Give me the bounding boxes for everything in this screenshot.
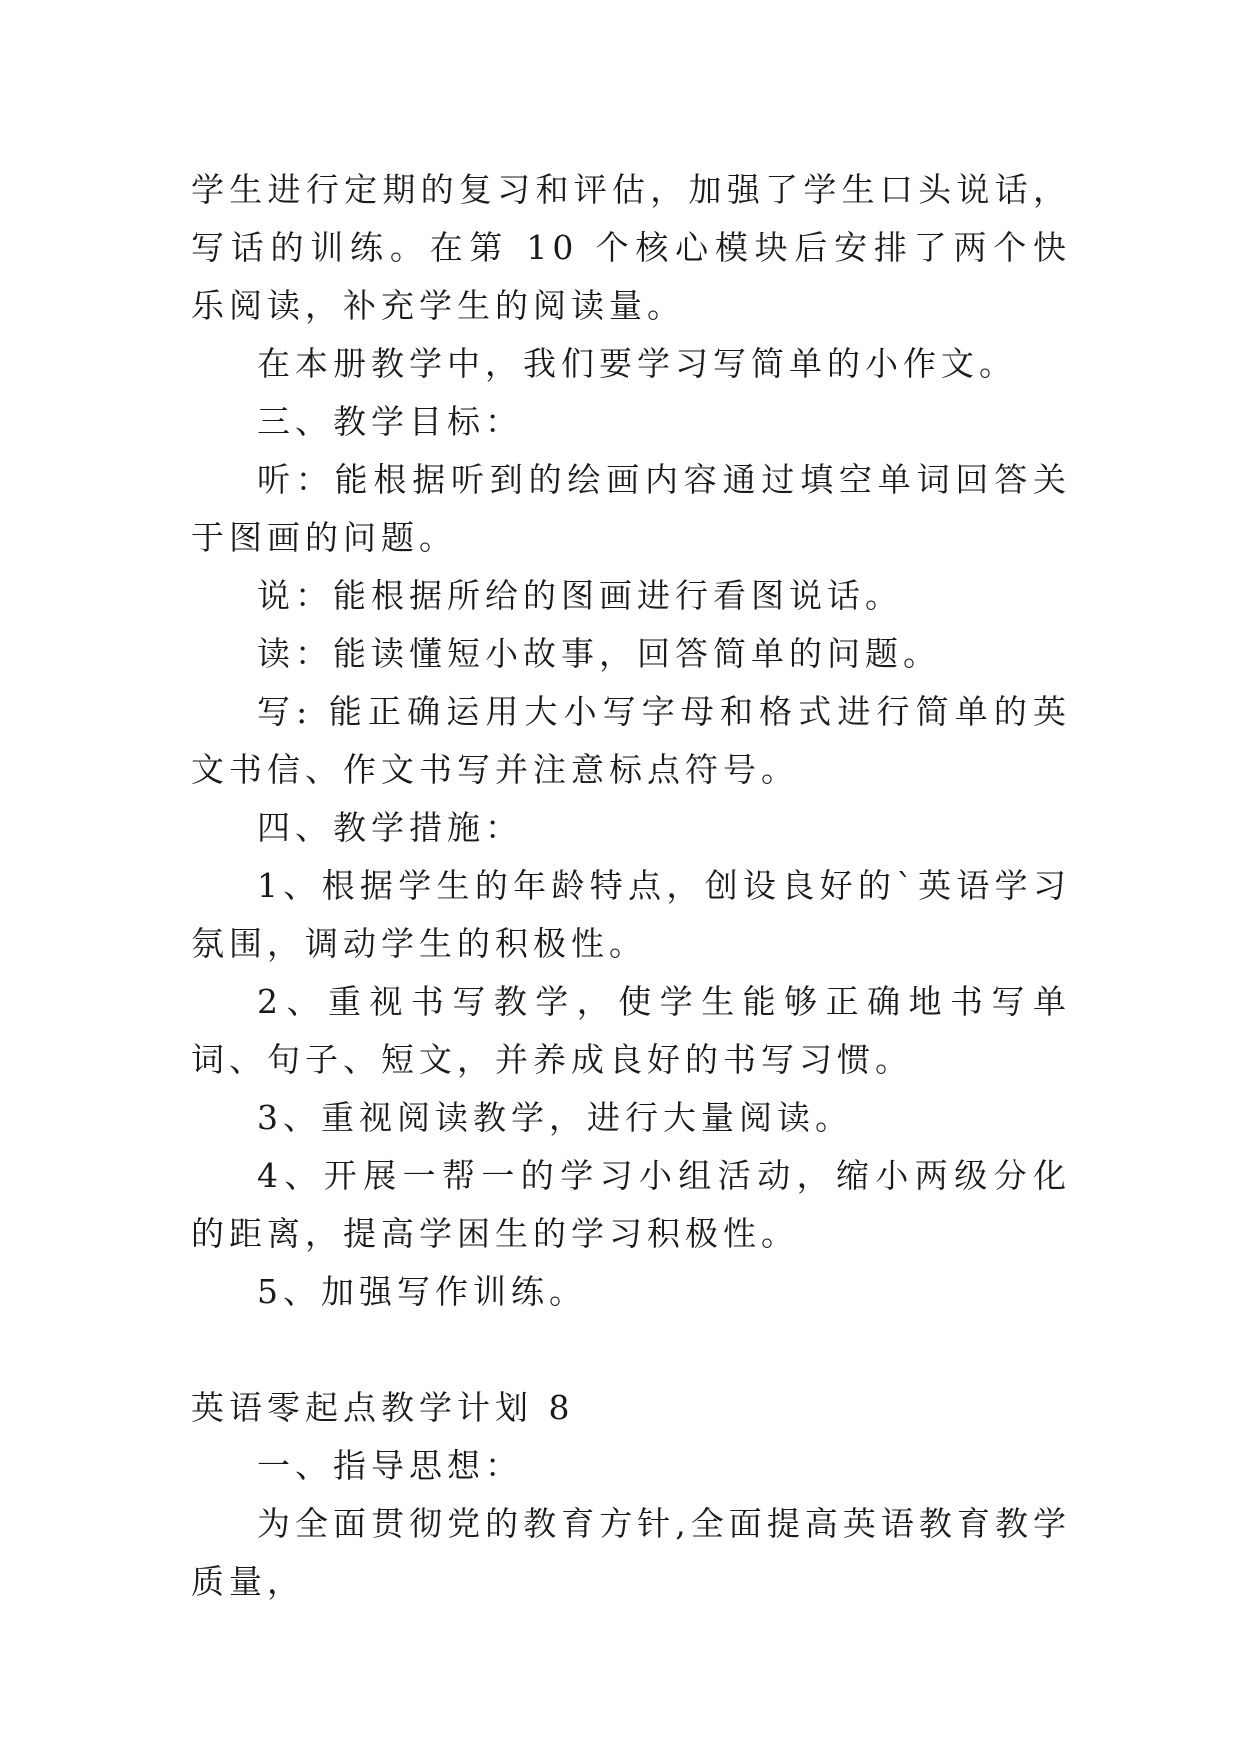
section-heading: 三、教学目标： bbox=[257, 402, 523, 441]
paragraph: 说：能根据所给的图画进行看图说话。 bbox=[257, 576, 903, 615]
paragraph: 为全面贯彻党的教育方针,全面提高英语教育教学质量， bbox=[191, 1504, 1071, 1601]
list-item: 1、根据学生的年龄特点，创设良好的`英语学习氛围，调动学生的积极性。 bbox=[191, 866, 1071, 963]
section-gap bbox=[191, 1321, 1071, 1379]
paragraph: 学生进行定期的复习和评估，加强了学生口头说话，写话的训练。在第 10 个核心模块后安排了两个快乐阅读，补充学生的阅读量。 bbox=[191, 170, 1071, 325]
document-title: 英语零起点教学计划 8 bbox=[191, 1388, 575, 1427]
paragraph: 读：能读懂短小故事，回答简单的问题。 bbox=[257, 634, 941, 673]
section-heading: 四、教学措施： bbox=[257, 808, 523, 847]
document-body bbox=[191, 161, 1071, 1611]
list-item: 3、重视阅读教学，进行大量阅读。 bbox=[257, 1098, 853, 1137]
paragraph: 听：能根据听到的绘画内容通过填空单词回答关于图画的问题。 bbox=[191, 460, 1071, 557]
list-item: 2、重视书写教学，使学生能够正确地书写单词、句子、短文，并养成良好的书写习惯。 bbox=[191, 982, 1071, 1079]
paragraph: 在本册教学中，我们要学习写简单的小作文。 bbox=[257, 344, 1017, 383]
list-item: 5、加强写作训练。 bbox=[257, 1272, 587, 1311]
paragraph: 写: 能正确运用大小写字母和格式进行简单的英文书信、作文书写并注意标点符号。 bbox=[191, 692, 1071, 789]
section-heading: 一、指导思想： bbox=[257, 1446, 523, 1485]
list-item: 4、开展一帮一的学习小组活动，缩小两级分化的距离，提高学困生的学习积极性。 bbox=[191, 1156, 1071, 1253]
